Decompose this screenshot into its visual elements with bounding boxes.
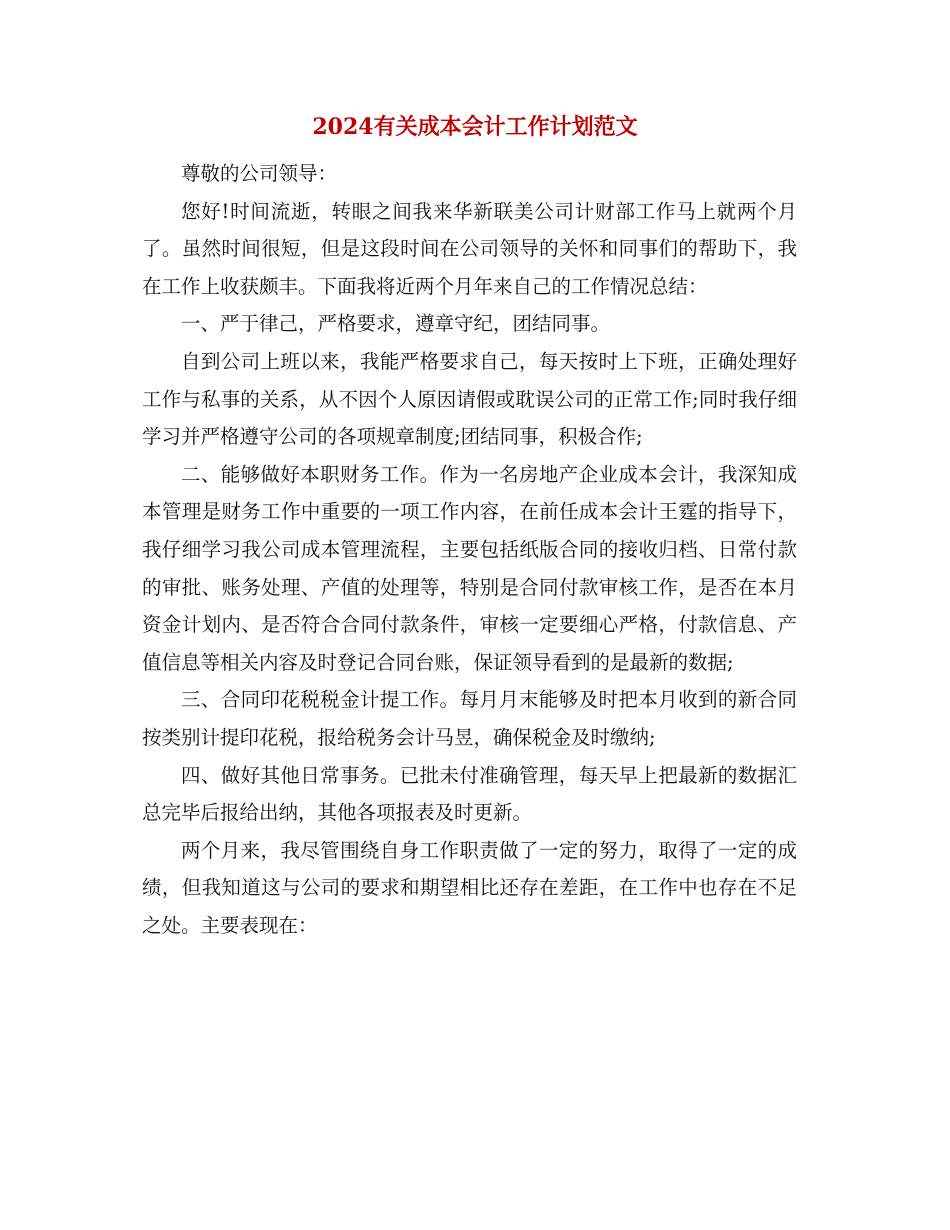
- document-body: [142, 155, 797, 944]
- section-3-paragraph: 三、合同印花税税金计提工作。每月月末能够及时把本月收到的新合同按类别计提印花税，报给税务会计马昱，确保税金及时缴纳;: [142, 688, 797, 749]
- section-2-paragraph: 二、能够做好本职财务工作。作为一名房地产企业成本会计，我深知成本管理是财务工作中重要的一项工作内容，在前任成本会计王霆的指导下，我仔细学习我公司成本管理流程，主要包括纸版合同的接收归档、日常付款的审批、账务处理、产值的处理等，特别是合同付款审核工作，是否在本月资金计划内、是否符合合同付款条件，审核一定要细心严格，付款信息、产值信息等相关内容及时登记合同台账，保证领导看到的是最新的数据;: [142, 462, 797, 674]
- section-4-paragraph: 四、做好其他日常事务。已批未付准确管理，每天早上把最新的数据汇总完毕后报给出纳，其他各项报表及时更新。: [142, 763, 797, 825]
- document-title: 2024有关成本会计工作计划范文: [312, 114, 638, 140]
- salutation: 尊敬的公司领导：: [181, 162, 338, 185]
- summary-paragraph: 两个月来，我尽管围绕自身工作职责做了一定的努力，取得了一定的成绩，但我知道这与公司的要求和期望相比还存在差距，在工作中也存在不足之处。主要表现在：: [142, 838, 797, 937]
- section-body-1: 自到公司上班以来，我能严格要求自己，每天按时上下班，正确处理好工作与私事的关系，从不因个人原因请假或耽误公司的正常工作;同时我仔细学习并严格遵守公司的各项规章制度;团结同事，积极合作;: [142, 349, 797, 449]
- section-heading-1: 一、严于律己，严格要求，遵章守纪，团结同事。: [181, 312, 611, 336]
- intro-paragraph: 您好!时间流逝，转眼之间我来华新联美公司计财部工作马上就两个月了。虽然时间很短，但是这段时间在公司领导的关怀和同事们的帮助下，我在工作上收获颇丰。下面我将近两个月年来自己的工作情况总结：: [142, 199, 797, 298]
